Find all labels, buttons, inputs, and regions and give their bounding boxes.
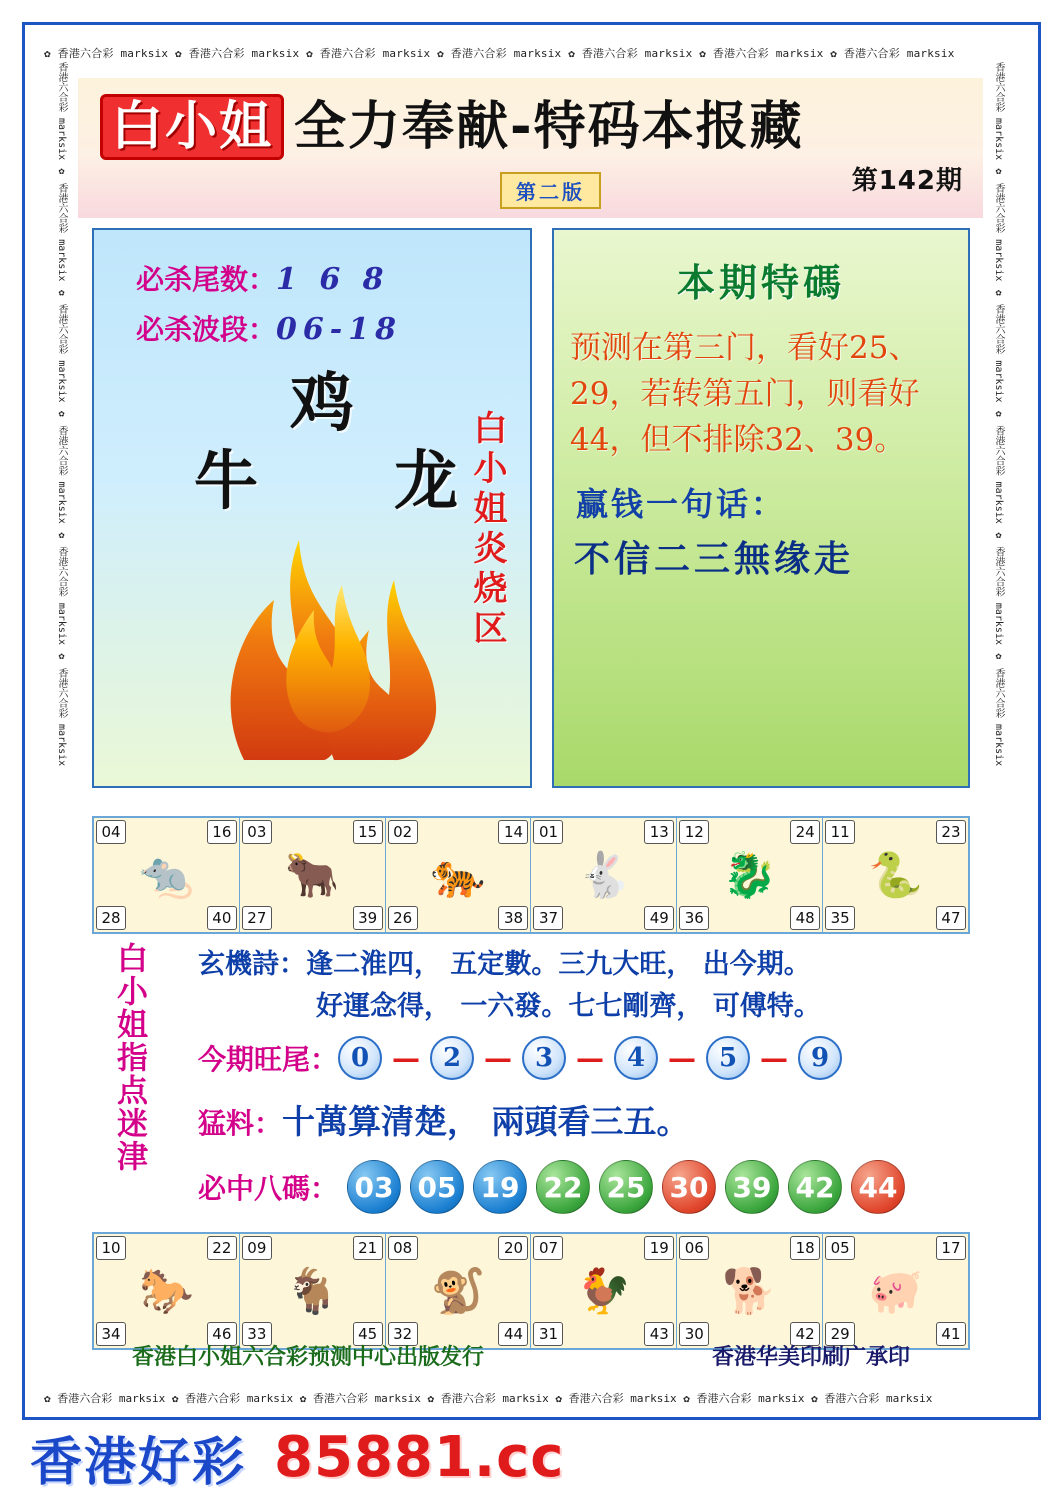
zodiac-number: 18 [790, 1236, 820, 1260]
zodiac-number: 22 [207, 1236, 237, 1260]
zodiac-word-dragon: 龙 [394, 444, 458, 519]
flame-zone-vertical-label: 白小姐炎烧区 [467, 410, 507, 650]
tail-separator: — [576, 1041, 605, 1075]
rabbit-icon: 🐇 [576, 850, 632, 901]
number-ball: 39 [725, 1160, 779, 1214]
zodiac-cell [823, 1234, 968, 1348]
eight-codes-row [198, 1160, 988, 1214]
poem-line-2: 好運念得， 一六發。七七剛齊， 可傅特。 [316, 991, 821, 1022]
zodiac-number: 03 [242, 820, 272, 844]
zodiac-number: 34 [96, 1322, 126, 1346]
kill-band-row [136, 308, 402, 348]
kill-band-value: 06-18 [276, 312, 402, 347]
zodiac-cell [677, 818, 823, 932]
zodiac-number: 35 [825, 906, 855, 930]
footer-printer: 香港华美印刷广承印 [711, 1344, 910, 1370]
zodiac-number: 02 [388, 820, 418, 844]
hot-tails-row [198, 1036, 978, 1080]
tail-ball: 5 [706, 1036, 750, 1080]
rat-icon: 🐀 [139, 850, 194, 901]
zodiac-number: 05 [825, 1236, 855, 1260]
zodiac-cell [240, 818, 386, 932]
zodiac-cell [823, 818, 968, 932]
left-panel [92, 228, 532, 788]
snake-icon: 🐍 [868, 850, 923, 901]
middle-block [92, 938, 970, 1230]
marksix-strip-right [985, 62, 1015, 1392]
zodiac-number: 42 [790, 1322, 820, 1346]
tail-ball: 2 [430, 1036, 474, 1080]
zodiac-number: 19 [644, 1236, 674, 1260]
footer [92, 1340, 970, 1371]
zodiac-cell [677, 1234, 823, 1348]
zodiac-number: 20 [498, 1236, 528, 1260]
zodiac-band-bottom [92, 1232, 970, 1350]
zodiac-number: 32 [388, 1322, 418, 1346]
zodiac-number: 38 [498, 906, 528, 930]
zodiac-number: 13 [644, 820, 674, 844]
ox-icon: 🐂 [284, 850, 340, 901]
zodiac-cell [531, 1234, 677, 1348]
footer-publisher: 香港白小姐六合彩预测中心出版发行 [132, 1344, 485, 1370]
win-phrase-text: 不信二三無缘走 [574, 538, 855, 580]
goat-icon: 🐐 [284, 1266, 340, 1317]
title-badge: 白小姐 [100, 94, 284, 160]
zodiac-cell [94, 818, 240, 932]
zodiac-number: 40 [207, 906, 237, 930]
number-ball: 30 [662, 1160, 716, 1214]
zodiac-number: 21 [353, 1236, 383, 1260]
zodiac-number: 26 [388, 906, 418, 930]
tail-ball: 9 [798, 1036, 842, 1080]
zodiac-number: 33 [242, 1322, 272, 1346]
brand-name: 香港好彩 [30, 1432, 247, 1493]
special-code-title: 本期特碼 [676, 260, 845, 305]
number-ball: 05 [410, 1160, 464, 1214]
guidance-vertical-label: 白小姐指点迷津 [111, 942, 147, 1173]
number-ball: 25 [599, 1160, 653, 1214]
zodiac-number: 04 [96, 820, 126, 844]
zodiac-number: 23 [936, 820, 966, 844]
page-title [100, 92, 980, 162]
horse-icon: 🐎 [139, 1266, 194, 1317]
zodiac-number: 29 [825, 1322, 855, 1346]
hot-tip-row [198, 1096, 690, 1143]
zodiac-number: 15 [353, 820, 383, 844]
right-panel [552, 228, 970, 788]
zodiac-cell [240, 1234, 386, 1348]
number-ball: 22 [536, 1160, 590, 1214]
monkey-icon: 🐒 [430, 1266, 486, 1317]
zodiac-cell [386, 1234, 532, 1348]
tail-ball: 3 [522, 1036, 566, 1080]
zodiac-number: 43 [644, 1322, 674, 1346]
forecast-text: 预测在第三门，看好25、29，若转第五门，则看好44，但不排除32、39。 [570, 330, 920, 458]
poem-text-1: 逢二淮四， 五定數。三九大旺， 出今期。 [306, 949, 811, 980]
zodiac-number: 01 [533, 820, 563, 844]
zodiac-number: 11 [825, 820, 855, 844]
marksix-strip-top: ✿ 香港六合彩 marksix ✿ 香港六合彩 marksix ✿ 香港六合彩 marksix ✿ 香港六合彩 marksix ✿ 香港六合彩 marksix ✿ 香港六合彩 marksix ✿ 香港六合彩 marksix [44, 40, 1019, 68]
zodiac-number: 44 [498, 1322, 528, 1346]
kill-tail-value: 1 6 8 [276, 262, 390, 297]
zodiac-number: 37 [533, 906, 563, 930]
zodiac-cell [531, 818, 677, 932]
zodiac-cell [386, 818, 532, 932]
bottom-brand [30, 1424, 1030, 1493]
rooster-icon: 🐓 [576, 1266, 632, 1317]
number-ball: 42 [788, 1160, 842, 1214]
poem-label: 玄機詩： [198, 949, 306, 980]
kill-block [136, 258, 402, 348]
title-rest: 全力奉献-特码本报藏 [294, 97, 804, 157]
zodiac-number: 31 [533, 1322, 563, 1346]
tail-ball: 4 [614, 1036, 658, 1080]
edition-badge: 第二版 [500, 172, 601, 209]
zodiac-number: 41 [936, 1322, 966, 1346]
number-ball: 19 [473, 1160, 527, 1214]
zodiac-number: 47 [936, 906, 966, 930]
zodiac-number: 08 [388, 1236, 418, 1260]
poem-line-1 [198, 944, 968, 986]
zodiac-number: 06 [679, 1236, 709, 1260]
zodiac-word-chicken: 鸡 [290, 366, 354, 441]
zodiac-number: 49 [644, 906, 674, 930]
kill-tail-label: 必杀尾数： [136, 263, 277, 296]
issue-number: 第142期 [851, 166, 963, 196]
zodiac-number: 17 [936, 1236, 966, 1260]
kill-tail-row [136, 258, 402, 298]
zodiac-number: 24 [790, 820, 820, 844]
tail-separator: — [668, 1041, 697, 1075]
dog-icon: 🐕 [722, 1266, 778, 1317]
tail-ball: 0 [338, 1036, 382, 1080]
zodiac-number: 12 [679, 820, 709, 844]
zodiac-band-top [92, 816, 970, 934]
zodiac-number: 14 [498, 820, 528, 844]
tail-separator: — [484, 1041, 513, 1075]
zodiac-number: 48 [790, 906, 820, 930]
zodiac-number: 46 [207, 1322, 237, 1346]
hot-tip-label: 猛料： [198, 1107, 283, 1140]
marksix-strip-right-text: 香港六合彩 marksix ✿ 香港六合彩 marksix ✿ 香港六合彩 marksix ✿ 香港六合彩 marksix ✿ 香港六合彩 marksix ✿ 香港六合彩 marksix [993, 62, 1004, 767]
zodiac-cell [94, 1234, 240, 1348]
zodiac-word-ox: 牛 [194, 444, 258, 519]
win-phrase-label: 赢钱一句话： [576, 485, 787, 523]
pig-icon: 🐖 [868, 1266, 923, 1317]
dragon-icon: 🐉 [722, 850, 778, 901]
zodiac-number: 30 [679, 1322, 709, 1346]
marksix-strip-left-text: 香港六合彩 marksix ✿ 香港六合彩 marksix ✿ 香港六合彩 marksix ✿ 香港六合彩 marksix ✿ 香港六合彩 marksix ✿ 香港六合彩 marksix [56, 62, 67, 767]
zodiac-number: 27 [242, 906, 272, 930]
kill-band-label: 必杀波段： [136, 313, 277, 346]
zodiac-number: 39 [353, 906, 383, 930]
tail-separator: — [392, 1041, 421, 1075]
marksix-strip-bottom: ✿ 香港六合彩 marksix ✿ 香港六合彩 marksix ✿ 香港六合彩 marksix ✿ 香港六合彩 marksix ✿ 香港六合彩 marksix ✿ 香港六合彩 marksix ✿ 香港六合彩 marksix [44, 1385, 1019, 1413]
zodiac-number: 45 [353, 1322, 383, 1346]
zodiac-number: 16 [207, 820, 237, 844]
eight-codes-label: 必中八碼： [198, 1172, 339, 1205]
zodiac-number: 07 [533, 1236, 563, 1260]
hot-tip-text: 十萬算清楚， 兩頭看三五。 [282, 1102, 690, 1141]
zodiac-number: 36 [679, 906, 709, 930]
poem-block [198, 944, 968, 1028]
tail-separator: — [760, 1041, 789, 1075]
marksix-strip-left [48, 62, 74, 1392]
flame-icon [204, 470, 454, 770]
number-ball: 03 [347, 1160, 401, 1214]
tiger-icon: 🐅 [430, 850, 486, 901]
brand-domain: 85881.cc [274, 1424, 565, 1490]
zodiac-number: 28 [96, 906, 126, 930]
zodiac-number: 10 [96, 1236, 126, 1260]
hot-tails-label: 今期旺尾： [198, 1043, 339, 1076]
zodiac-number: 09 [242, 1236, 272, 1260]
number-ball: 44 [851, 1160, 905, 1214]
